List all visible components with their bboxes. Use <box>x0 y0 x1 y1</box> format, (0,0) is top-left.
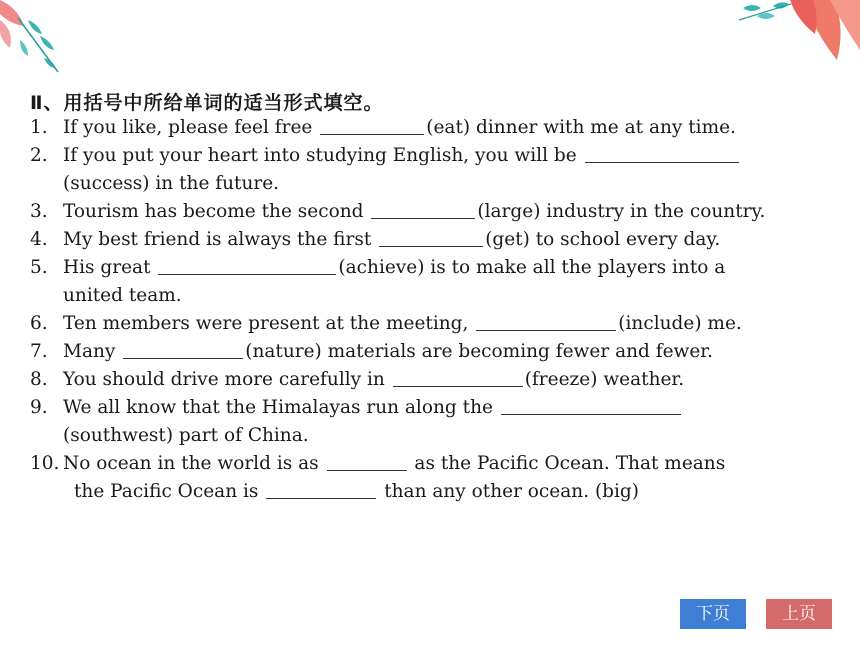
question-text: We all know that the Himalayas run along the <box>63 397 493 418</box>
question-10-continued <box>30 478 830 506</box>
question-2-continued <box>30 170 830 198</box>
question-text: the Pacific Ocean is <box>74 481 259 502</box>
question-7 <box>30 338 830 366</box>
question-number: 8. <box>30 369 48 390</box>
question-9 <box>30 394 830 422</box>
answer-blank[interactable] <box>501 396 681 415</box>
answer-blank[interactable] <box>393 368 523 387</box>
question-6 <box>30 310 830 338</box>
question-number: 5. <box>30 257 48 278</box>
question-text: united team. <box>63 285 182 306</box>
floral-corner-right-icon <box>735 0 860 70</box>
question-text: (get) to school every day. <box>485 229 721 250</box>
question-4 <box>30 226 830 254</box>
question-text: My best friend is always the first <box>63 229 372 250</box>
question-number: 2. <box>30 145 48 166</box>
answer-blank[interactable] <box>327 452 407 471</box>
previous-page-button[interactable]: 上页 <box>766 599 832 629</box>
question-9-continued <box>30 422 830 450</box>
answer-blank[interactable] <box>158 256 336 275</box>
question-3 <box>30 198 830 226</box>
question-10 <box>30 450 830 478</box>
question-text: No ocean in the world is as <box>63 453 319 474</box>
question-2 <box>30 142 830 170</box>
question-text: than any other ocean. (big) <box>384 481 639 502</box>
question-text: (large) industry in the country. <box>477 201 766 222</box>
question-text: (achieve) is to make all the players into a <box>338 257 726 278</box>
question-text: His great <box>63 257 151 278</box>
question-number: 9. <box>30 397 48 418</box>
answer-blank[interactable] <box>476 312 616 331</box>
question-text: (freeze) weather. <box>524 369 685 390</box>
question-text: Ten members were present at the meeting, <box>63 313 469 334</box>
question-5-continued <box>30 282 830 310</box>
question-number: 4. <box>30 229 48 250</box>
exercise-list <box>30 114 830 506</box>
question-text: If you like, please feel free <box>63 117 313 138</box>
question-text: (success) in the future. <box>63 173 280 194</box>
question-text: (eat) dinner with me at any time. <box>426 117 736 138</box>
question-text: Tourism has become the second <box>63 201 364 222</box>
section-title: Ⅱ、用括号中所给单词的适当形式填空。 <box>30 92 384 114</box>
question-text: (nature) materials are becoming fewer and fewer. <box>245 341 714 362</box>
floral-corner-left-icon <box>0 0 80 80</box>
question-text: You should drive more carefully in <box>63 369 385 390</box>
answer-blank[interactable] <box>371 200 475 219</box>
answer-blank[interactable] <box>585 144 739 163</box>
question-number: 3. <box>30 201 48 222</box>
question-text: as the Pacific Ocean. That means <box>414 453 726 474</box>
answer-blank[interactable] <box>379 228 483 247</box>
question-8 <box>30 366 830 394</box>
question-text: (include) me. <box>618 313 742 334</box>
question-text: If you put your heart into studying English, you will be <box>63 145 577 166</box>
question-text: Many <box>63 341 116 362</box>
answer-blank[interactable] <box>320 116 424 135</box>
answer-blank[interactable] <box>266 480 376 499</box>
question-5 <box>30 254 830 282</box>
answer-blank[interactable] <box>123 340 243 359</box>
question-number: 10. <box>30 453 60 474</box>
question-1 <box>30 114 830 142</box>
question-number: 7. <box>30 341 48 362</box>
question-number: 6. <box>30 313 48 334</box>
question-number: 1. <box>30 117 48 138</box>
question-text: (southwest) part of China. <box>63 425 309 446</box>
next-page-button[interactable]: 下页 <box>680 599 746 629</box>
